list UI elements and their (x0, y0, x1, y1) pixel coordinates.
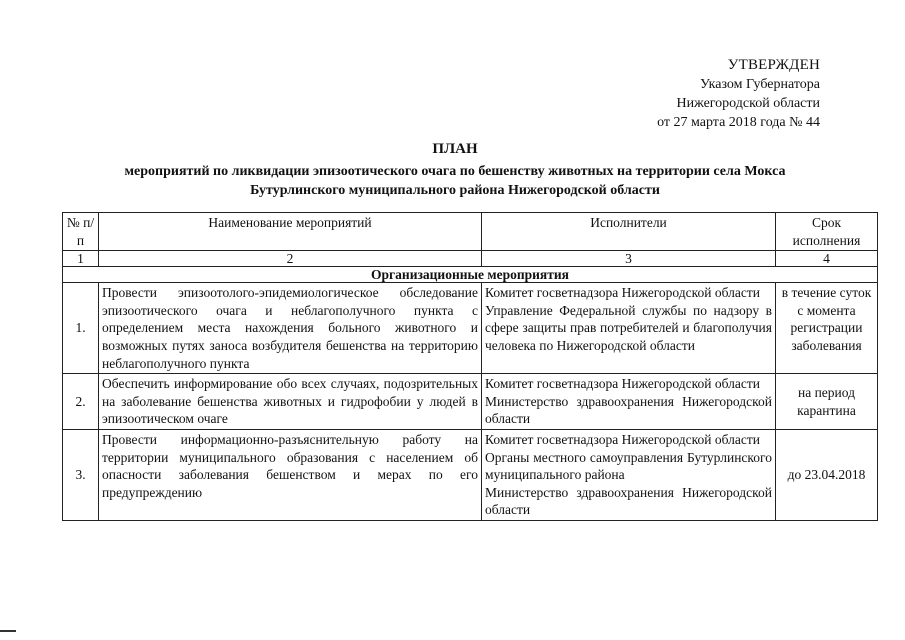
executor: Комитет госветнадзора Нижегородской области (485, 285, 760, 301)
section-title: Организационные мероприятия (63, 267, 878, 283)
executor: Министерство здравоохранения Нижегородской области (485, 484, 772, 518)
column-number: 2 (99, 251, 482, 267)
column-number: 4 (776, 251, 878, 267)
row-number: 1. (63, 283, 99, 374)
header-executors: Исполнители (482, 213, 776, 251)
row-executors (482, 429, 776, 520)
executor: Комитет госветнадзора Нижегородской области (485, 376, 760, 392)
table-row (63, 429, 878, 520)
approval-line: от 27 марта 2018 года № 44 (657, 115, 820, 130)
approval-stamp (560, 56, 820, 132)
column-number: 1 (63, 251, 99, 267)
row-term: на период карантина (776, 374, 878, 430)
column-number: 3 (482, 251, 776, 267)
executor: Управление Федеральной службы по надзору в сфере защиты прав потребителей и благополучия человека по Нижегородской области (485, 302, 772, 353)
header-action: Наименование мероприятий (99, 213, 482, 251)
executor: Министерство здравоохранения Нижегородской области (485, 393, 772, 427)
executor: Комитет госветнадзора Нижегородской области (485, 431, 760, 447)
row-executors (482, 374, 776, 430)
title-line: мероприятий по ликвидации эпизоотического очага по бешенству животных на территории села Мокса (124, 164, 786, 179)
row-action: Обеспечить информирование обо всех случаях, подозрительных на заболевание бешенства животных и гидрофобии у людей в эпизоотическом очаге (99, 374, 482, 430)
row-action: Провести информационно-разъяснительную работу на территории муниципального образования с населением об опасности заболевания бешенством и мерах по его предупреждению (99, 429, 482, 520)
header-num: № п/п (63, 213, 99, 251)
title-plan: ПЛАН (432, 141, 478, 157)
approval-line: Нижегородской области (676, 96, 820, 111)
table-row (63, 283, 878, 374)
approval-heading: УТВЕРЖДЕН (727, 57, 820, 73)
scan-artifact (0, 630, 16, 632)
table-row (63, 374, 878, 430)
row-executors (482, 283, 776, 374)
row-term: в течение суток с момента регистрации заболевания (776, 283, 878, 374)
document-title (60, 140, 850, 200)
row-number: 3. (63, 429, 99, 520)
row-term: до 23.04.2018 (776, 429, 878, 520)
table-header-row (63, 213, 878, 251)
plan-table (62, 212, 878, 521)
approval-line: Указом Губернатора (699, 77, 820, 92)
row-action: Провести эпизоотолого-эпидемиологическое обследование эпизоотического очага и неблагополучного пункта с определением места нахождения больного животного и возможных путях заноса возбудителя бешенства на территорию неблагополучного пункта (99, 283, 482, 374)
column-number-row (63, 251, 878, 267)
header-term: Срок исполнения (776, 213, 878, 251)
executor: Органы местного самоуправления Бутурлинского муниципального района (485, 449, 772, 483)
row-number: 2. (63, 374, 99, 430)
title-line: Бутурлинского муниципального района Нижегородской области (250, 183, 660, 198)
section-row (63, 267, 878, 283)
